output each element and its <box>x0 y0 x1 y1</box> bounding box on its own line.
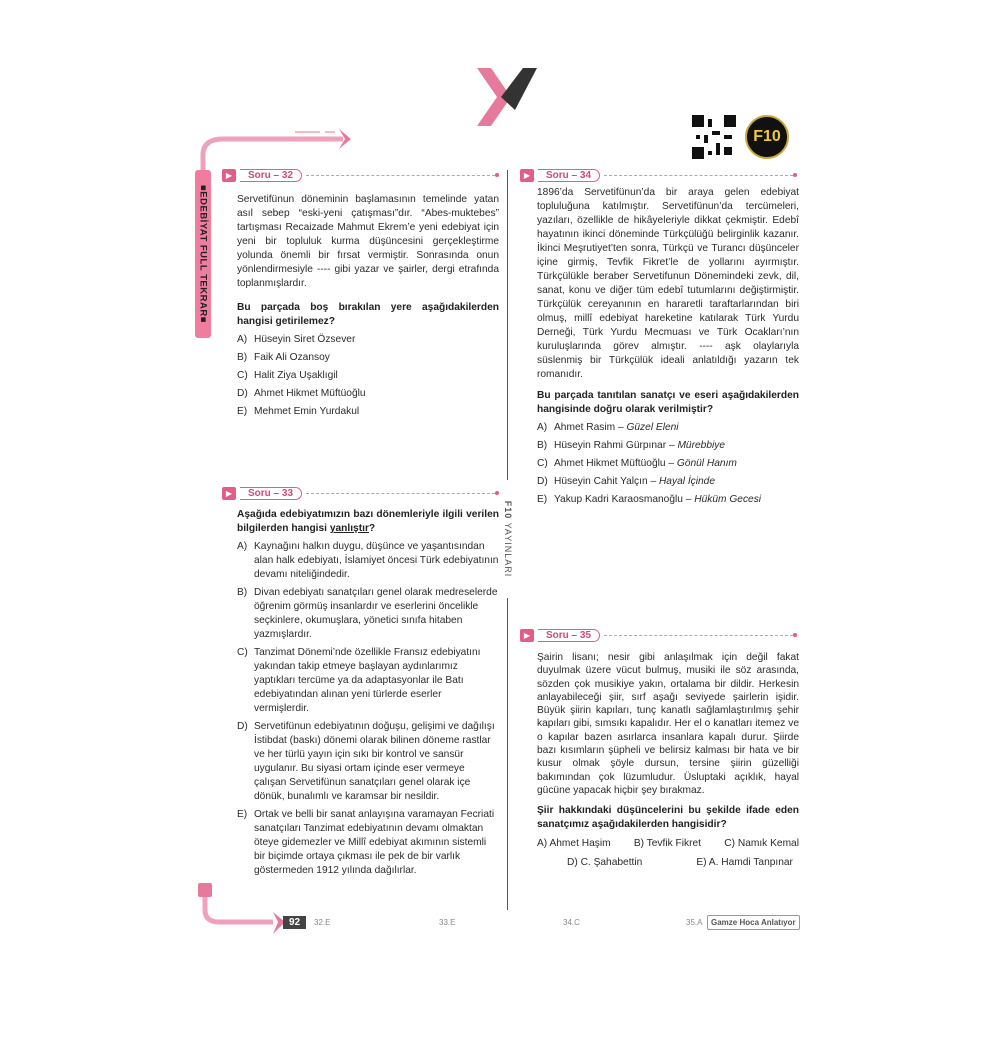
brand-x-logo <box>475 66 545 128</box>
option <box>237 387 499 401</box>
option: B) Tevfik Fikret <box>633 838 702 850</box>
option: C) Namık Kemal <box>724 838 799 850</box>
option <box>237 540 499 582</box>
option-text: Servetifünun edebiyatının doğuşu, gelişimi ve dağılışı İstibdat (baskı) dönemi olarak bilinen döneme rastlar ve her türlü yayın için sıkı bir kontrol ve sansür uygulanır. Bu siyasi ortam içinde eser vermeye çalışan Servetifünun sanatçıları genel olarak içe dönük, bunalımlı ve karamsar bir nesildir. <box>254 721 495 802</box>
question-passage: 1896’da Servetifünun’da bir araya gelen edebiyat topluluğuna katılmıştır. Servetifünun’da tercümeleri, yazıları, özellikle de hikâyeleriyle dikkat çekmiştir. Edebî hayatının ikinci döneminde Türkçülüğü belirginlik kazanır. İkinci Meşrutiyet’ten sonra, Türkçü ve Turancı düşünceler içine girmiş, Tevfik Fikret’le de yollarını ayırmıştır. Türkçülükle beraber Servetifunun Dönemindeki zevk, dil, sanat, konu ve diğer tüm edebî tutumlarını değiştirmiştir. Türkçülük cereyanının en hararetli taraftarlarından biri olmuş, millî edebiyat hareketine katılarak Türk Yurdu Derneği, Türk Yurdu Mecmuası ve Türk Ocakları’nın kuruluşlarında görev almıştır. ---- aşk olaylarıyla süslenmiş bir Türkçülük ideali anlatıldığı yazarın tek romanıdır. <box>537 187 799 380</box>
option <box>237 405 499 419</box>
f10-logo: F10 <box>745 115 789 159</box>
qr-code-icon <box>692 115 736 159</box>
option-text: Kaynağını halkın duygu, düşünce ve yaşantısından alan halk edebiyatı, İslamiyet öncesi Türk edebiyatının devamı niteliğindedir. <box>254 541 499 580</box>
option-author: Hüseyin Rahmi Gürpınar – <box>554 440 678 451</box>
option <box>537 475 799 489</box>
publisher-brand: F10 <box>502 500 513 520</box>
option-author: Yakup Kadri Karaosmanoğlu – <box>554 494 695 505</box>
option <box>237 351 499 365</box>
option-letter: C) <box>237 370 248 381</box>
play-icon: ▶ <box>222 487 236 500</box>
question-label: Soru – 32 <box>240 169 302 182</box>
option-work: Gönül Hanım <box>676 458 737 469</box>
option <box>237 333 499 347</box>
question-label: Soru – 34 <box>538 169 600 182</box>
option <box>237 586 499 642</box>
option-letter: E) <box>237 809 248 820</box>
play-icon: ▶ <box>520 169 534 182</box>
option-letter: D) <box>237 388 248 399</box>
option-text <box>554 475 799 489</box>
question-label: Soru – 33 <box>240 487 302 500</box>
option-work: Hayal İçinde <box>658 476 716 487</box>
option <box>237 369 499 383</box>
option-text <box>554 439 799 453</box>
option-text: Faik Ali Ozansoy <box>254 352 330 363</box>
option-letter: D) <box>537 476 548 487</box>
option-work: Güzel Eleni <box>626 422 679 433</box>
option-author: Hüseyin Cahit Yalçın – <box>554 476 659 487</box>
question-33 <box>237 501 499 878</box>
question-32 <box>237 193 499 419</box>
option <box>237 808 499 878</box>
option-text: Halit Ziya Uşaklıgil <box>254 370 338 381</box>
option-text: Ortak ve belli bir sanat anlayışına varamayan Fecriati sanatçıları Tanzimat edebiyatının devamı olmaktan öteye gidemezler ve Millî edebiyat akımının sistemli bir biçimde ortaya çıkması ile pek de bir varlık göstermeden 1912 yılında dağılırlar. <box>254 809 495 876</box>
option-letter: D) <box>237 721 248 732</box>
option-letter: B) <box>537 440 548 451</box>
play-icon: ▶ <box>520 629 534 642</box>
answer-key: 34.C <box>563 918 580 927</box>
question-stem: Bu parçada tanıtılan sanatçı ve eseri aşağıdakilerden hangisinde doğru olarak verilmiştir? <box>537 390 799 415</box>
option-author: Ahmet Rasim – <box>554 422 627 433</box>
answer-key: 35.A <box>686 918 703 927</box>
option: A) Ahmet Haşim <box>537 838 611 850</box>
option-text <box>554 493 799 507</box>
option-letter: A) <box>537 422 548 433</box>
option-work: Hüküm Gecesi <box>694 494 762 505</box>
option-author: Ahmet Hikmet Müftüoğlu – <box>554 458 677 469</box>
option-text: Hüseyin Siret Özsever <box>254 334 356 345</box>
option <box>237 646 499 716</box>
option-letter: E) <box>237 406 248 417</box>
publisher-label: YAYINLARI <box>502 522 513 578</box>
question-stem: Aşağıda edebiyatımızın bazı dönemleriyle ilgili verilen bilgilerden hangisi yanlıştır? <box>237 509 499 534</box>
option-text <box>554 421 799 435</box>
page-number: 92 <box>283 916 306 929</box>
question-35 <box>537 651 799 869</box>
option-text: Tanzimat Dönemi’nde özellikle Fransız edebiyatını yakından takip etmeye başlayan aydınlarımız yaptıkları tercüme ya da adaptasyonlar ile Batı edebiyatından alınan yeni türlerde eserler vermişlerdir. <box>254 647 481 714</box>
option <box>237 720 499 804</box>
question-34 <box>537 186 799 507</box>
side-tab <box>195 170 211 338</box>
option: E) A. Hamdi Tanpınar <box>696 856 793 868</box>
option <box>537 439 799 453</box>
question-stem: Şiir hakkındaki düşüncelerini bu şekilde ifade eden sanatçımız aşağıdakilerden hangisidir? <box>537 805 799 831</box>
option-letter: C) <box>237 647 248 658</box>
option-text: Mehmet Emin Yurdakul <box>254 406 360 417</box>
option-work: Mürebbiye <box>677 440 726 451</box>
question-32-header <box>222 168 499 182</box>
question-passage: Şairin lisanı; nesir gibi anlaşılmak için değil fakat duyulmak üzere vücut bulmuş, musiki ile söz arasında, sözden çok musikiye yakın, ortalama bir dildir. Herkesin anlayabileceği şiir, sırf aşağı seviyede şairlerin işidir. Büyük şiirin kapıları, tunç kanatlı sağlamlaştırılmış şehir kapıları gibi, sımsıkı kapalıdır. Her el o kanatları itemez ve o kapılar bazen asırlarca insanlara kapalı durur. Şiirde bazı kısımların şüpheli ve belirsiz kalması bir hata ve bir kusur olmak şöyle dursun, tersine şiirin güzelliği bakımından çok lüzumludur. Üsluptaki açıklık, hayal gücüne yapacak hiçbir şey bırakmaz. <box>537 652 799 796</box>
option <box>537 493 799 507</box>
question-34-header <box>520 168 797 182</box>
option-text: Ahmet Hikmet Müftüoğlu <box>254 388 366 399</box>
question-35-header <box>520 628 797 642</box>
option: D) C. Şahabettin <box>567 856 643 868</box>
option-letter: E) <box>537 494 548 505</box>
option-letter: A) <box>237 334 248 345</box>
option <box>537 457 799 471</box>
question-33-header <box>222 486 499 500</box>
option-text <box>554 457 799 471</box>
publisher-vertical <box>499 480 516 598</box>
question-passage: Servetifünun döneminin başlamasının temelinde yatan asıl sebep “eski-yeni çatışması”dır. “Abes-muktebes” tartışması Recaizade Mahmut Ekrem’e yeni edebiyat için yeni bir topluluk kurma düşüncesini gerçekleştirme yolunda önemli bir fırsat vermiştir. Sonrasında onun yönlendirmesiyle ---- gibi yazar ve şairler, dergi etrafında toplanmışlardır. <box>237 194 499 289</box>
question-label: Soru – 35 <box>538 629 600 642</box>
option <box>537 421 799 435</box>
bottom-arrow-decoration <box>195 880 290 940</box>
answer-key: 32.E <box>314 918 331 927</box>
play-icon: ▶ <box>222 169 236 182</box>
option-letter: A) <box>237 541 248 552</box>
video-badge[interactable]: Gamze Hoca Anlatıyor <box>707 915 800 930</box>
option-text: Divan edebiyatı sanatçıları genel olarak medreselerde öğrenim görmüş insanlardır ve eserlerini öncelikle seçkinlere, okumuşlara, yönetici sınıfa hitaben yazmışlardır. <box>254 587 498 640</box>
question-stem: Bu parçada boş bırakılan yere aşağıdakilerden hangisi getirilemez? <box>237 302 499 327</box>
option-letter: B) <box>237 352 248 363</box>
option-letter: C) <box>537 458 548 469</box>
answer-key: 33.E <box>439 918 456 927</box>
option-letter: B) <box>237 587 248 598</box>
side-tab-label: ■EDEBİYAT FULL TEKRAR■ <box>197 185 209 323</box>
